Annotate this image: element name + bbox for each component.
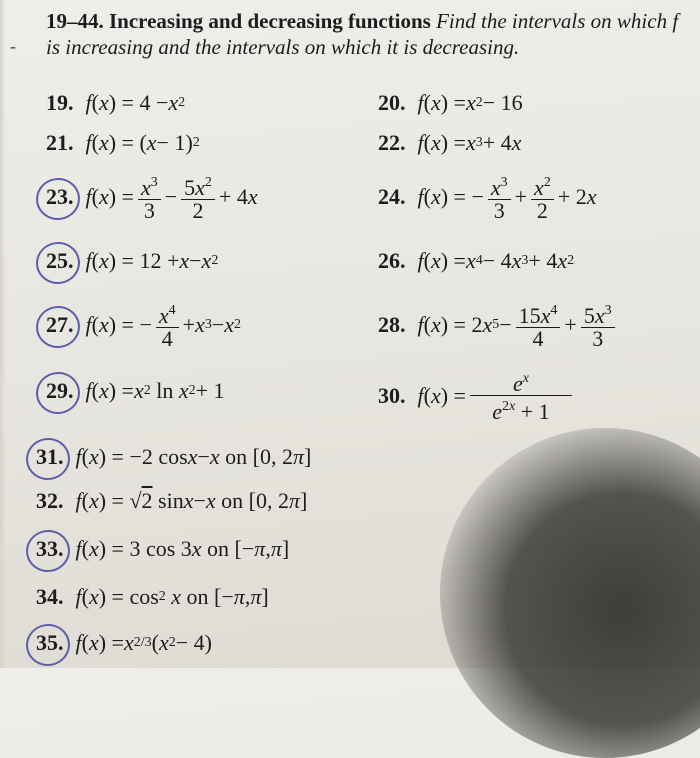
problem-19 [46,90,185,116]
problem-expression: f ( x ) = √ 2 sin x − x on [0, 2 π ] [75,488,308,513]
problem-number: 30. [378,382,406,408]
problem-number: 26. [378,248,406,273]
problem-expression: f ( x ) = $\frac{x^3}{3}$ − $\frac{5x^2}{2}$ + 4 x [86,172,258,222]
problem-expression: f ( x ) = 3 cos 3 x on [− π , π ] [75,536,290,561]
problem-number: 20. [378,90,406,115]
problem-expression: f ( x ) = cos 2 x on [− π , π ] [75,584,269,609]
problem-30 [378,368,576,423]
problem-expression: f ( x ) = − $\frac{x^4}{4}$ + x 3 − x 2 [86,300,242,350]
problem-number: 31. [36,444,64,469]
problem-29 [46,378,225,404]
problem-number: 35. [36,630,64,655]
problem-number: 34. [36,584,64,609]
problem-expression: f ( x ) = x 3 + 4 x [417,130,522,155]
margin-dash: - [10,36,16,56]
problem-expression: f ( x ) = ( x − 1) 2 [85,130,200,155]
heading-instruction: Find the intervals on which f is increasing and the intervals on which it is decreasing. [46,9,679,59]
exercise-heading [46,8,686,60]
problem-32 [36,488,307,514]
problem-expression: f ( x ) = −2 cos x − x on [0, 2 π ] [75,444,312,469]
problem-number: 27. [46,312,74,337]
problem-24 [378,172,597,222]
problem-35 [36,630,212,656]
problem-number: 24. [378,184,406,209]
problem-expression: f ( x ) = 4 − x 2 [85,90,186,115]
problem-expression: f ( x ) = x 4 − 4 x 3 + 4 x 2 [417,248,575,273]
problem-20 [378,90,523,116]
problem-31 [36,444,311,470]
problem-number: 33. [36,536,64,561]
problem-number: 29. [46,378,74,403]
problem-26 [378,248,574,274]
problem-27 [46,300,241,350]
problem-expression: f ( x ) = x 2 ln x 2 + 1 [85,378,225,403]
problem-number: 19. [46,90,74,115]
problem-34 [36,584,269,610]
problem-number: 23. [46,184,74,209]
problem-number: 25. [46,248,74,273]
problem-expression: f ( x ) = $\frac{e^x}{e^{2x} + 1}$ [418,368,576,423]
problem-25 [46,248,218,274]
problem-number: 22. [378,130,406,155]
problem-number: 28. [378,312,406,337]
problem-23 [46,172,258,222]
problem-expression: f ( x ) = − $\frac{x^3}{3}$ + $\frac{x^2}{2}$ + 2 x [418,172,597,222]
problem-number: 21. [46,130,74,155]
problem-expression: f ( x ) = 2 x 5 − $\frac{15x^4}{4}$ + $\frac{5x^3}{3}$ [418,300,619,350]
problem-number: 32. [36,488,64,513]
problem-expression: f ( x ) = x 2/3 ( x 2 − 4) [75,630,212,655]
problem-22 [378,130,521,156]
photo-shadow [440,428,700,758]
problem-expression: f ( x ) = x 2 − 16 [417,90,523,115]
heading-title: 19–44. Increasing and decreasing functions [46,9,431,33]
page-edge [0,0,6,668]
problem-28 [378,300,619,350]
problem-33 [36,536,289,562]
problem-expression: f ( x ) = 12 + x − x 2 [85,248,219,273]
problem-21 [46,130,200,156]
